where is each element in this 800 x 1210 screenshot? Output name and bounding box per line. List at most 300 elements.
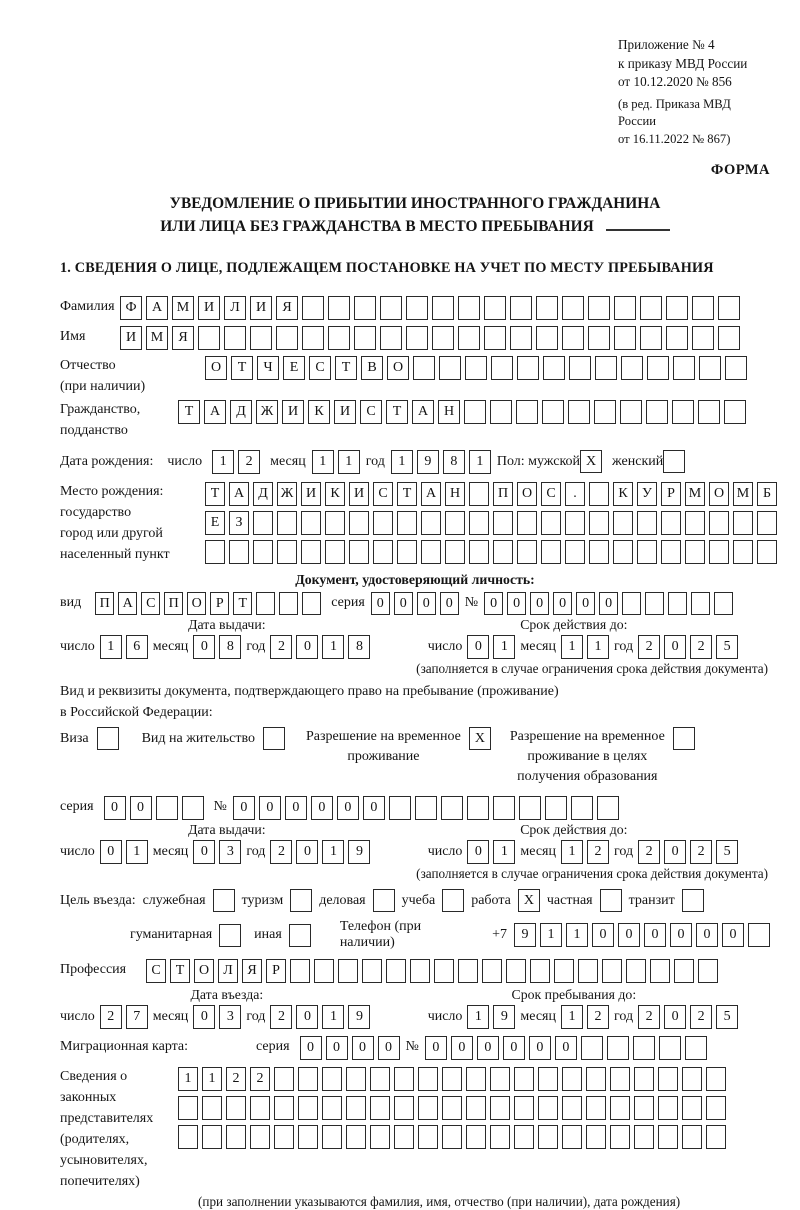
char-cell-empty: [514, 1096, 534, 1120]
char-cell-filled: 0: [529, 1036, 551, 1060]
char-cell-filled: О: [187, 592, 206, 615]
label-line: усыновителях,: [60, 1153, 148, 1168]
char-cell-filled: М: [733, 482, 753, 506]
char-cell-empty: [658, 1125, 678, 1149]
char-cell-filled: 0: [337, 796, 359, 820]
birth-date-row: [60, 449, 770, 474]
char-cell-filled: 2: [638, 635, 660, 659]
char-cell-empty: [469, 482, 489, 506]
doc-kind-cells: [95, 592, 321, 615]
char-cell-filled: У: [637, 482, 657, 506]
char-cell-empty: [733, 511, 753, 535]
validity-note: (заполняется в случае ограничения срока действия документа): [416, 661, 768, 676]
char-cell-filled: Е: [205, 511, 225, 535]
char-cell-filled: 0: [394, 592, 413, 615]
temp-residence-education-label: [510, 727, 665, 787]
char-cell-filled: 1: [561, 635, 583, 659]
label-line: (при наличии): [60, 379, 146, 394]
char-cell-filled: С: [373, 482, 393, 506]
stay-until-col: [394, 987, 770, 1029]
char-cell-empty: [466, 1125, 486, 1149]
appendix-revision: [618, 96, 770, 149]
representatives-row3: [178, 1125, 726, 1149]
temp-residence-label: [306, 727, 461, 767]
entry-day: [100, 1005, 148, 1029]
blank-underline: [606, 215, 670, 231]
char-cell-empty: [637, 540, 657, 564]
purpose-7-checkbox: [219, 924, 241, 947]
label-line: попечителях): [60, 1174, 140, 1189]
char-cell-empty: [588, 326, 610, 350]
char-cell-empty: [302, 592, 321, 615]
year-label: год: [246, 639, 266, 654]
char-cell-empty: [301, 540, 321, 564]
purpose-row: [60, 889, 770, 912]
char-cell-empty: [349, 540, 369, 564]
number-label: №: [213, 799, 227, 814]
char-cell-filled: Л: [224, 296, 246, 320]
char-cell-empty: [302, 326, 324, 350]
char-cell-empty: [325, 540, 345, 564]
forma-label: ФОРМА: [710, 162, 770, 178]
char-cell-empty: [178, 1125, 198, 1149]
purpose-5-checkbox: [600, 889, 622, 912]
char-cell-empty: [178, 1096, 198, 1120]
char-cell-filled: 0: [530, 592, 549, 615]
char-cell-empty: [562, 1096, 582, 1120]
char-cell-filled: 2: [238, 450, 260, 474]
char-cell-empty: [568, 400, 590, 424]
char-cell-empty: [298, 1096, 318, 1120]
char-cell-filled: П: [493, 482, 513, 506]
char-cell-empty: [595, 356, 617, 380]
label-line: от 16.11.2022 № 867): [618, 131, 731, 146]
surname-label: Фамилия: [60, 299, 115, 314]
char-cell-filled: 2: [638, 840, 660, 864]
doc-number-cells: [484, 592, 733, 615]
surname-row: [60, 295, 770, 320]
char-cell-filled: 0: [233, 796, 255, 820]
char-cell-empty: [490, 1125, 510, 1149]
char-cell-empty: [658, 1096, 678, 1120]
char-cell-filled: 1: [469, 450, 491, 474]
birth-day-cells: [212, 450, 260, 474]
char-cell-empty: [614, 296, 636, 320]
char-cell-empty: [441, 796, 463, 820]
year-label: год: [614, 1009, 634, 1024]
char-cell-empty: [397, 511, 417, 535]
name-label: Имя: [60, 329, 86, 344]
char-cell-empty: [298, 1125, 318, 1149]
char-cell-empty: [276, 326, 298, 350]
char-cell-empty: [445, 511, 465, 535]
char-cell-filled: О: [387, 356, 409, 380]
char-cell-filled: 0: [326, 1036, 348, 1060]
entry-title: Дата въезда:: [190, 987, 264, 1002]
char-cell-empty: [484, 326, 506, 350]
char-cell-filled: А: [204, 400, 226, 424]
char-cell-empty: [256, 592, 275, 615]
char-cell-empty: [698, 400, 720, 424]
char-cell-empty: [467, 796, 489, 820]
char-cell-empty: [637, 511, 657, 535]
birth-date-label: Дата рождения:: [60, 453, 154, 469]
char-cell-empty: [394, 1125, 414, 1149]
char-cell-filled: 8: [443, 450, 465, 474]
patronymic-label: [60, 355, 205, 397]
birth-place-row1: [205, 482, 777, 506]
char-cell-filled: 2: [690, 1005, 712, 1029]
day-label: число: [427, 844, 463, 859]
char-cell-filled: 5: [716, 635, 738, 659]
year-label: год: [614, 639, 634, 654]
char-cell-empty: [698, 959, 718, 983]
char-cell-filled: С: [309, 356, 331, 380]
char-cell-filled: И: [282, 400, 304, 424]
char-cell-filled: И: [198, 296, 220, 320]
char-cell-empty: [274, 1096, 294, 1120]
citizenship-label: [60, 399, 178, 441]
identity-validity-day: [467, 635, 515, 659]
char-cell-empty: [226, 1125, 246, 1149]
char-cell-filled: Р: [661, 482, 681, 506]
char-cell-filled: 2: [587, 840, 609, 864]
char-cell-filled: Н: [438, 400, 460, 424]
char-cell-filled: 0: [296, 635, 318, 659]
residence-doc-intro1: Вид и реквизиты документа, подтверждающего право на пребывание (проживание): [60, 684, 559, 699]
char-cell-filled: 9: [348, 840, 370, 864]
char-cell-empty: [380, 326, 402, 350]
char-cell-empty: [634, 1125, 654, 1149]
char-cell-empty: [418, 1125, 438, 1149]
char-cell-empty: [640, 326, 662, 350]
char-cell-empty: [205, 540, 225, 564]
char-cell-empty: [253, 540, 273, 564]
char-cell-empty: [322, 1125, 342, 1149]
char-cell-filled: 0: [553, 592, 572, 615]
char-cell-filled: 0: [259, 796, 281, 820]
char-cell-empty: [394, 1067, 414, 1091]
char-cell-filled: 0: [193, 635, 215, 659]
month-label: месяц: [152, 844, 189, 859]
char-cell-filled: 0: [100, 840, 122, 864]
profession-row: [60, 958, 770, 983]
purpose-8-label: иная: [254, 927, 282, 942]
birth-place-row3: [205, 540, 777, 564]
char-cell-filled: 9: [493, 1005, 515, 1029]
char-cell-filled: 5: [716, 1005, 738, 1029]
series-label: серия: [256, 1039, 290, 1054]
char-cell-empty: [156, 796, 178, 820]
form-title: [60, 193, 770, 238]
char-cell-empty: [415, 796, 437, 820]
char-cell-empty: [634, 1096, 654, 1120]
label-line: населенный пункт: [60, 547, 170, 562]
char-cell-filled: 1: [202, 1067, 222, 1091]
residence-issue-year: [270, 840, 370, 864]
char-cell-filled: 1: [493, 840, 515, 864]
char-cell-filled: .: [565, 482, 585, 506]
char-cell-empty: [328, 296, 350, 320]
char-cell-empty: [277, 540, 297, 564]
representatives-note: (при заполнении указываются фамилия, имя, отчество (при наличии), дата рождения): [198, 1194, 681, 1209]
char-cell-empty: [418, 1096, 438, 1120]
char-cell-empty: [565, 540, 585, 564]
char-cell-empty: [545, 796, 567, 820]
char-cell-filled: 1: [312, 450, 334, 474]
char-cell-empty: [413, 356, 435, 380]
label-line: Гражданство,: [60, 402, 141, 417]
char-cell-empty: [647, 356, 669, 380]
char-cell-filled: К: [613, 482, 633, 506]
char-cell-empty: [610, 1125, 630, 1149]
char-cell-empty: [442, 1125, 462, 1149]
char-cell-empty: [302, 296, 324, 320]
char-cell-empty: [692, 326, 714, 350]
char-cell-filled: П: [95, 592, 114, 615]
char-cell-filled: 0: [477, 1036, 499, 1060]
char-cell-empty: [349, 511, 369, 535]
char-cell-empty: [484, 296, 506, 320]
char-cell-empty: [685, 1036, 707, 1060]
char-cell-empty: [274, 1067, 294, 1091]
char-cell-filled: 0: [592, 923, 614, 947]
char-cell-empty: [748, 923, 770, 947]
char-cell-empty: [691, 592, 710, 615]
sex-female-checkbox: [663, 450, 685, 473]
visa-label: Виза: [60, 731, 89, 746]
stay-month: [561, 1005, 609, 1029]
char-cell-empty: [465, 356, 487, 380]
char-cell-filled: Р: [210, 592, 229, 615]
name-row: [60, 325, 770, 350]
sex-male-label: Пол: мужской: [496, 453, 581, 469]
char-cell-filled: Т: [178, 400, 200, 424]
char-cell-empty: [406, 296, 428, 320]
char-cell-empty: [613, 540, 633, 564]
month-label: месяц: [520, 639, 556, 654]
month-label: месяц: [270, 453, 306, 469]
char-cell-empty: [370, 1096, 390, 1120]
residence-validity-day: [467, 840, 515, 864]
char-cell-empty: [682, 1067, 702, 1091]
label-line: проживание: [347, 749, 420, 764]
char-cell-empty: [322, 1096, 342, 1120]
residence-series-cells: [104, 796, 204, 820]
residence-doc-dates: [60, 822, 770, 864]
char-cell-empty: [634, 1067, 654, 1091]
char-cell-filled: 1: [566, 923, 588, 947]
birth-year-cells: [391, 450, 491, 474]
label-line: подданство: [60, 423, 128, 438]
char-cell-empty: [517, 540, 537, 564]
char-cell-empty: [622, 592, 641, 615]
citizenship-row: [60, 399, 770, 441]
char-cell-empty: [458, 296, 480, 320]
entry-dates: [60, 987, 770, 1029]
char-cell-empty: [277, 511, 297, 535]
label-line: получения образования: [517, 769, 658, 784]
char-cell-empty: [202, 1125, 222, 1149]
char-cell-filled: 5: [716, 840, 738, 864]
char-cell-empty: [346, 1096, 366, 1120]
birth-place-block: [60, 481, 770, 569]
char-cell-empty: [709, 540, 729, 564]
char-cell-empty: [442, 1096, 462, 1120]
doc-kind-label: вид: [60, 595, 82, 610]
char-cell-empty: [253, 511, 273, 535]
char-cell-empty: [724, 400, 746, 424]
label-line: Приложение № 4: [618, 37, 715, 52]
char-cell-filled: 1: [561, 840, 583, 864]
char-cell-empty: [569, 356, 591, 380]
char-cell-empty: [542, 400, 564, 424]
char-cell-filled: 1: [126, 840, 148, 864]
representatives-rows: [178, 1066, 726, 1154]
char-cell-empty: [370, 1067, 390, 1091]
char-cell-empty: [279, 592, 298, 615]
char-cell-filled: О: [517, 482, 537, 506]
identity-issue-year: [270, 635, 370, 659]
char-cell-empty: [466, 1067, 486, 1091]
char-cell-empty: [586, 1067, 606, 1091]
char-cell-filled: 0: [696, 923, 718, 947]
char-cell-empty: [614, 326, 636, 350]
char-cell-filled: 0: [104, 796, 126, 820]
label-line: проживание в целях: [527, 749, 648, 764]
phone-prefix: +7: [492, 927, 507, 942]
char-cell-empty: [578, 959, 598, 983]
char-cell-filled: К: [308, 400, 330, 424]
char-cell-empty: [298, 1067, 318, 1091]
char-cell-empty: [757, 540, 777, 564]
char-cell-empty: [685, 511, 705, 535]
birth-month-cells: [312, 450, 360, 474]
char-cell-filled: 1: [100, 635, 122, 659]
char-cell-empty: [469, 540, 489, 564]
temp-residence-education-checkbox: [673, 727, 695, 750]
label-line: государство: [60, 505, 132, 520]
char-cell-filled: С: [541, 482, 561, 506]
char-cell-filled: С: [360, 400, 382, 424]
char-cell-filled: 9: [514, 923, 536, 947]
char-cell-filled: Я: [242, 959, 262, 983]
char-cell-empty: [510, 296, 532, 320]
char-cell-filled: Ф: [120, 296, 142, 320]
char-cell-empty: [685, 540, 705, 564]
char-cell-empty: [354, 326, 376, 350]
char-cell-filled: А: [118, 592, 137, 615]
char-cell-filled: 0: [378, 1036, 400, 1060]
char-cell-filled: Т: [335, 356, 357, 380]
char-cell-empty: [530, 959, 550, 983]
char-cell-filled: 0: [130, 796, 152, 820]
char-cell-filled: И: [250, 296, 272, 320]
sex-male-checkbox: X: [580, 450, 602, 473]
year-label: год: [614, 844, 634, 859]
residence-number-cells: [233, 796, 619, 820]
char-cell-empty: [692, 296, 714, 320]
char-cell-empty: [380, 296, 402, 320]
char-cell-empty: [250, 326, 272, 350]
purpose-label: Цель въезда:: [60, 892, 136, 908]
char-cell-empty: [589, 511, 609, 535]
char-cell-filled: И: [301, 482, 321, 506]
char-cell-empty: [202, 1096, 222, 1120]
month-label: месяц: [520, 1009, 556, 1024]
char-cell-empty: [346, 1125, 366, 1149]
char-cell-filled: 0: [371, 592, 390, 615]
label-line: к приказу МВД России: [618, 55, 748, 71]
residence-issue-day: [100, 840, 148, 864]
char-cell-empty: [491, 356, 513, 380]
purpose-row2-phone: [130, 919, 770, 951]
char-cell-empty: [586, 1125, 606, 1149]
char-cell-empty: [602, 959, 622, 983]
phone-cells: [514, 923, 770, 947]
char-cell-filled: 0: [484, 592, 503, 615]
char-cell-empty: [571, 796, 593, 820]
char-cell-filled: Д: [230, 400, 252, 424]
char-cell-empty: [594, 400, 616, 424]
char-cell-empty: [714, 592, 733, 615]
char-cell-filled: Д: [253, 482, 273, 506]
label-line: Разрешение на временное: [305, 729, 461, 744]
day-label: число: [60, 844, 95, 859]
char-cell-filled: 0: [664, 635, 686, 659]
char-cell-empty: [410, 959, 430, 983]
residence-validity-col: [394, 822, 770, 864]
char-cell-empty: [588, 296, 610, 320]
day-label: число: [167, 453, 203, 469]
validity-note: (заполняется в случае ограничения срока действия документа): [416, 866, 768, 881]
char-cell-filled: С: [146, 959, 166, 983]
char-cell-empty: [682, 1096, 702, 1120]
char-cell-empty: [706, 1067, 726, 1091]
char-cell-filled: 8: [348, 635, 370, 659]
char-cell-empty: [562, 1125, 582, 1149]
char-cell-filled: Ж: [277, 482, 297, 506]
char-cell-empty: [439, 356, 461, 380]
char-cell-filled: Б: [757, 482, 777, 506]
char-cell-filled: 0: [193, 1005, 215, 1029]
char-cell-filled: 0: [352, 1036, 374, 1060]
char-cell-empty: [626, 959, 646, 983]
char-cell-filled: 0: [417, 592, 436, 615]
phone-label: Телефон (при наличии): [339, 919, 422, 950]
char-cell-filled: О: [194, 959, 214, 983]
option-visa: [60, 727, 119, 751]
day-label: число: [427, 1009, 463, 1024]
char-cell-empty: [640, 296, 662, 320]
char-cell-filled: 9: [417, 450, 439, 474]
purpose-1-checkbox: [290, 889, 312, 912]
char-cell-empty: [674, 959, 694, 983]
char-cell-empty: [562, 326, 584, 350]
char-cell-filled: 1: [178, 1067, 198, 1091]
purpose-0-label: служебная: [142, 892, 206, 908]
char-cell-filled: 0: [285, 796, 307, 820]
char-cell-empty: [586, 1096, 606, 1120]
char-cell-empty: [274, 1125, 294, 1149]
identity-issue-month: [193, 635, 241, 659]
purpose-7-label: гуманитарная: [130, 927, 213, 942]
char-cell-empty: [432, 326, 454, 350]
char-cell-filled: Ч: [257, 356, 279, 380]
char-cell-filled: Р: [266, 959, 286, 983]
char-cell-empty: [466, 1096, 486, 1120]
char-cell-filled: 1: [212, 450, 234, 474]
